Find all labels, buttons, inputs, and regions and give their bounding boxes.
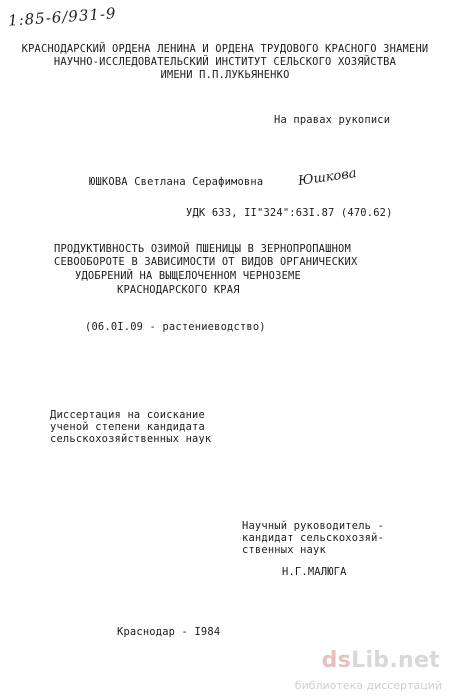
institution-header-line-3: ИМЕНИ П.П.ЛУКЬЯНЕНКО (160, 69, 290, 81)
title-line-4: КРАСНОДАРСКОГО КРАЯ (117, 284, 240, 296)
author-name: ЮШКОВА Светлана Серафимовна (89, 176, 264, 188)
title-line-1: ПРОДУКТИВНОСТЬ ОЗИМОЙ ПШЕНИЦЫ В ЗЕРНОПРОПАШНОМ (54, 243, 351, 255)
archive-number: 1:85-6/931-9 (7, 4, 118, 30)
dissertation-line-2: ученой степени кандидата (50, 421, 205, 433)
supervisor-name: Н.Г.МАЛЮГА (282, 566, 347, 578)
rights-note: На правах рукописи (274, 114, 391, 126)
title-line-2: СЕВООБОРОТЕ В ЗАВИСИМОСТИ ОТ ВИДОВ ОРГАНИЧЕСКИХ (54, 256, 358, 268)
dslib-subtitle: библиотека диссертаций (294, 679, 442, 692)
udk-code: УДК 633, II"324":63I.87 (470.62) (186, 207, 393, 219)
supervisor-line-1: Научный руководитель - (242, 520, 385, 532)
specialty-code: (06.0I.09 - растениеводство) (85, 321, 266, 333)
supervisor-line-2: кандидат сельскохозяй- (242, 532, 385, 544)
institution-header-line-1: КРАСНОДАРСКИЙ ОРДЕНА ЛЕНИНА И ОРДЕНА ТРУДОВОГО КРАСНОГО ЗНАМЕНИ (21, 43, 429, 55)
dslib-logo: dsLib.net (321, 648, 440, 673)
supervisor-line-3: ственных наук (242, 544, 326, 556)
author-signature: Юшкова (297, 165, 358, 190)
dissertation-line-3: сельскохозяйственных наук (50, 433, 212, 445)
dissertation-line-1: Диссертация на соискание (50, 409, 205, 421)
dslib-watermark (290, 648, 450, 697)
institution-header-line-2: НАУЧНО-ИССЛЕДОВАТЕЛЬСКИЙ ИНСТИТУТ СЕЛЬСКОГО ХОЗЯЙСТВА (53, 56, 397, 68)
place-and-year: Краснодар - I984 (117, 626, 221, 638)
title-line-3: УДОБРЕНИЙ НА ВЫЩЕЛОЧЕННОМ ЧЕРНОЗЕМЕ (75, 270, 301, 282)
